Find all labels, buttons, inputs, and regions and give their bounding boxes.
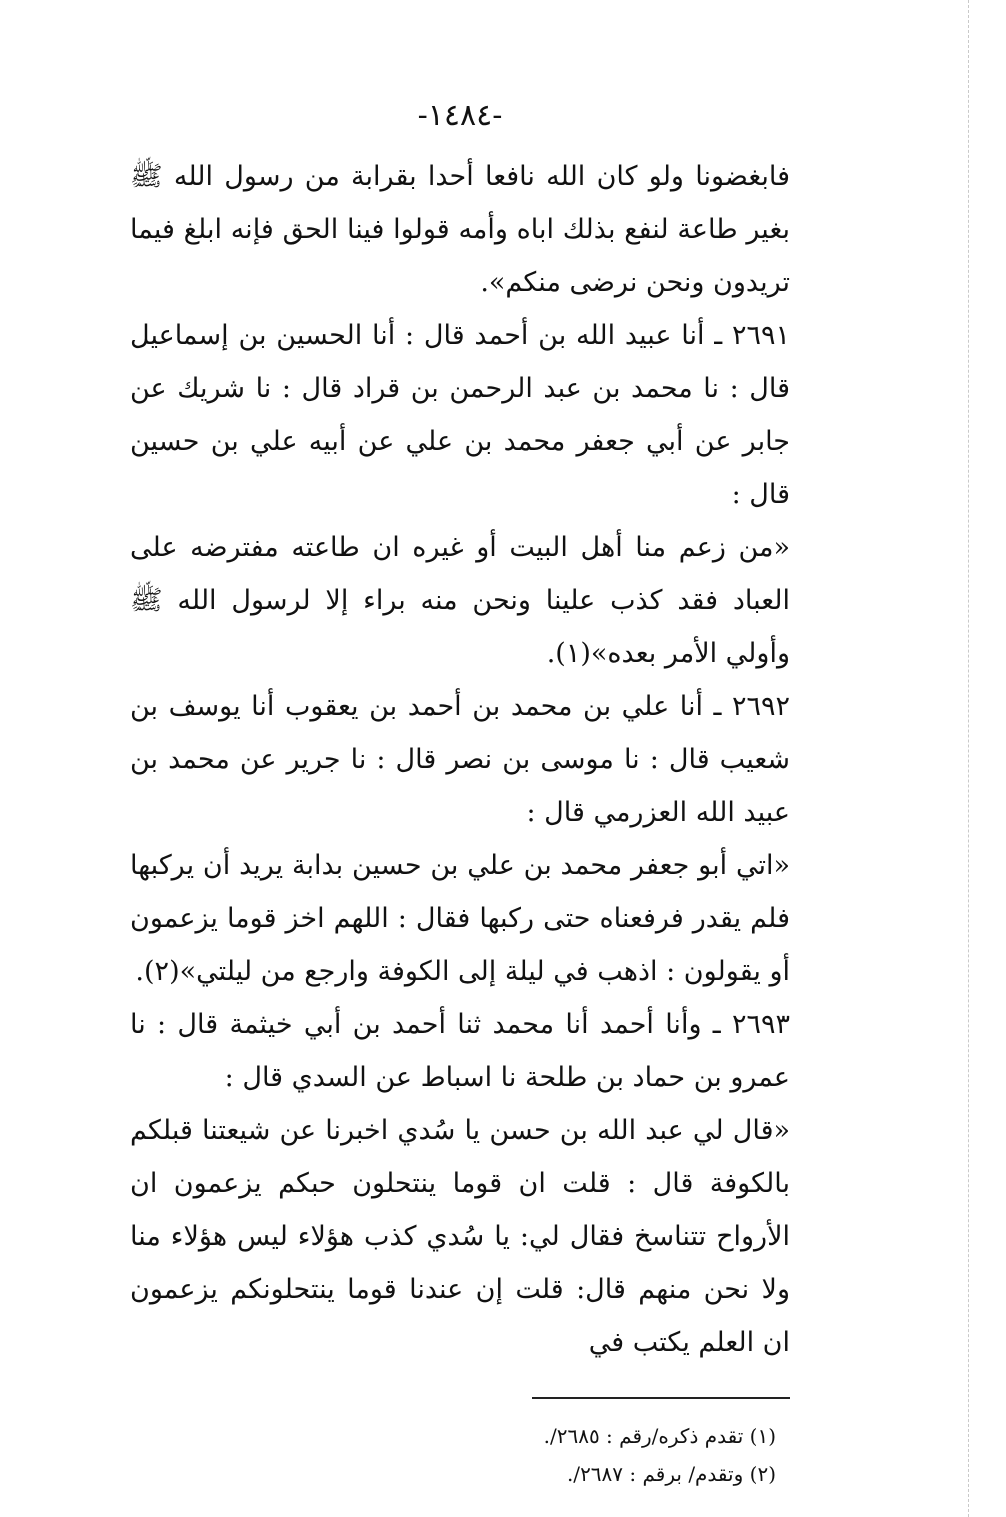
paragraph-hadith-2692: ٢٦٩٢ ـ أنا علي بن محمد بن أحمد بن يعقوب أنا يوسف بن شعيب قال : نا موسى بن نصر قال : نا جرير عن محمد بن عبيد الله العزرمي قال : bbox=[130, 691, 790, 828]
paragraph-hadith-2691: ٢٦٩١ ـ أنا عبيد الله بن أحمد قال : أنا الحسين بن إسماعيل قال : نا محمد بن عبد الرحمن بن قراد قال : نا شريك عن جابر عن أبي جعفر محمد بن علي عن أبيه علي بن حسين قال : bbox=[130, 320, 790, 510]
paragraph-hadith-2693: ٢٦٩٣ ـ وأنا أحمد أنا محمد ثنا أحمد بن أبي خيثمة قال : نا عمرو بن حماد بن طلحة نا اسباط عن السدي قال : bbox=[130, 1009, 790, 1093]
body-text bbox=[130, 150, 790, 1369]
quote-paragraph: «من زعم منا أهل البيت أو غيره ان طاعته مفترضه على العباد فقد كذب علينا ونحن منه براء إلا لرسول الله ﷺ وأولي الأمر بعده»(١). bbox=[130, 532, 790, 669]
quote-paragraph: «اتي أبو جعفر محمد بن علي بن حسين بدابة يريد أن يركبها فلم يقدر فرفعناه حتى ركبها فقال : اللهم اخز قوما يزعمون أو يقولون : اذهب في ليلة إلى الكوفة وارجع من ليلتي»(٢). bbox=[130, 850, 790, 987]
scan-edge-line bbox=[968, 0, 969, 1517]
quote-paragraph: «قال لي عبد الله بن حسن يا سُدي اخبرنا عن شيعتنا قبلكم بالكوفة قال : قلت ان قوما ينتحلون حبكم يزعمون ان الأرواح تتناسخ فقال لي: يا سُدي كذب هؤلاء ليس هؤلاء منا ولا نحن منهم قال: قلت إن عندنا قوما ينتحلونكم يزعمون ان العلم يكتب في bbox=[130, 1115, 790, 1358]
footnote: (٢) وتقدم/ برقم : ٢٦٨٧/. bbox=[566, 1462, 776, 1486]
footnote-separator bbox=[532, 1397, 790, 1399]
paragraph: فابغضونا ولو كان الله نافعا أحدا بقرابة من رسول الله ﷺ بغير طاعة لنفع بذلك اباه وأمه قولوا فينا الحق فإنه ابلغ فيما تريدون ونحن نرضى منكم». bbox=[130, 161, 790, 298]
document-page bbox=[130, 96, 790, 1493]
footnote: (١) تقدم ذكره/رقم : ٢٦٨٥/. bbox=[543, 1424, 776, 1448]
footnotes bbox=[130, 1417, 790, 1493]
page-number: -١٤٨٤- bbox=[417, 98, 503, 133]
